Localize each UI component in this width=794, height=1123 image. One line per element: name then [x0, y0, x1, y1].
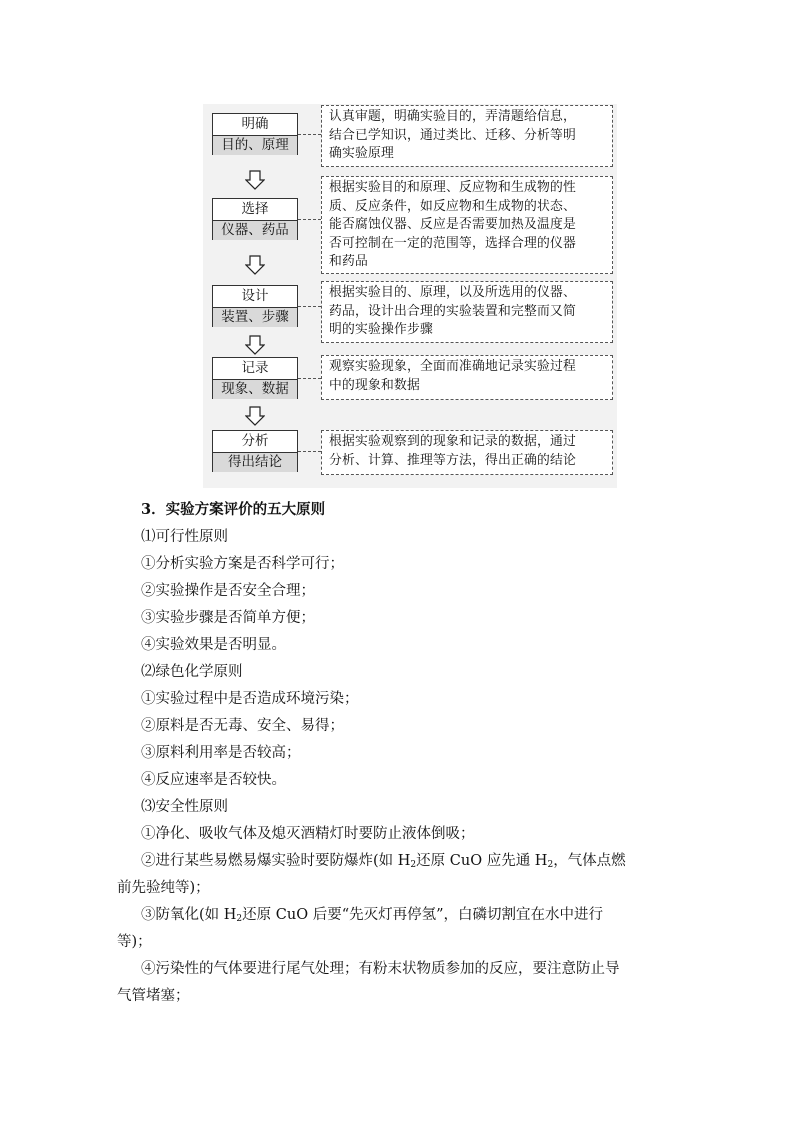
- note-line: 根据实验目的和原理、反应物和生成物的性: [329, 180, 576, 195]
- list-item: [141, 906, 603, 928]
- connector-line: [298, 134, 321, 135]
- list-item: [141, 852, 626, 874]
- note-line: 中的现象和数据: [329, 377, 420, 393]
- section-number: 3．: [141, 501, 166, 518]
- step-title: 设计: [213, 286, 297, 308]
- principle-title-feasibility: ⑴可行性原则: [141, 529, 228, 545]
- experiment-design-flowchart: [203, 104, 617, 488]
- step-box-record: [212, 357, 298, 399]
- note-line: 根据实验观察到的现象和记录的数据，通过: [329, 434, 576, 449]
- step-note-select: [321, 176, 613, 274]
- section-title: 实验方案评价的五大原则: [165, 501, 326, 518]
- subscript: 2: [236, 914, 243, 924]
- text-fragment: ②进行某些易燃易爆实验时要防爆炸(如 H: [141, 853, 411, 869]
- connector-line: [298, 451, 321, 452]
- text-fragment: ，气体点燃: [553, 853, 626, 869]
- step-box-design: [212, 285, 298, 327]
- note-line: 认真审题，明确实验目的，弄清题给信息，: [329, 109, 576, 124]
- down-arrow-icon: [245, 335, 265, 355]
- list-item: ④实验效果是否明显。: [141, 637, 286, 653]
- text-fragment: 还原 CuO 后要“先灭灯再停氢”，白磷切割宜在水中进行: [242, 907, 604, 923]
- step-note-analyze: [321, 430, 613, 475]
- note-line: 和药品: [329, 254, 368, 269]
- step-note-design: [321, 281, 613, 343]
- subscript: 2: [410, 860, 417, 870]
- list-item: ③实验步骤是否简单方便；: [141, 610, 315, 626]
- connector-line: [298, 306, 321, 307]
- list-item-continuation: 等)；: [117, 934, 152, 950]
- down-arrow-icon: [245, 255, 265, 275]
- list-item-continuation: 前先验纯等)；: [117, 880, 210, 896]
- note-line: 确实验原理: [329, 146, 394, 161]
- list-item: ①实验过程中是否造成环境污染；: [141, 691, 359, 707]
- step-note-record: [321, 355, 613, 400]
- step-title: 分析: [213, 431, 297, 453]
- note-line: 质、反应条件，如反应物和生成物的状态、: [329, 198, 576, 214]
- note-line: 否可控制在一定的范围等，选择合理的仪器: [329, 235, 576, 251]
- step-note-clarify: [321, 105, 613, 167]
- list-item: ②原料是否无毒、安全、易得；: [141, 718, 344, 734]
- step-title: 记录: [213, 358, 297, 380]
- step-subtitle: 目的、原理: [213, 136, 297, 155]
- list-item-continuation: 气管堵塞；: [117, 988, 190, 1004]
- text-fragment: ③防氧化(如 H: [141, 907, 237, 923]
- section-heading: [141, 501, 325, 519]
- list-item: ①分析实验方案是否科学可行；: [141, 556, 344, 572]
- text-fragment: 还原 CuO 应先通 H: [416, 853, 548, 869]
- note-line: 明的实验操作步骤: [329, 322, 433, 337]
- list-item: ④污染性的气体要进行尾气处理；有粉末状物质参加的反应，要注意防止导: [141, 961, 620, 977]
- subscript: 2: [547, 860, 554, 870]
- note-line: 分析、计算、推理等方法，得出正确的结论: [329, 452, 576, 468]
- principle-title-green: ⑵绿色化学原则: [141, 664, 243, 680]
- down-arrow-icon: [245, 170, 265, 190]
- list-item: ①净化、吸收气体及熄灭酒精灯时要防止液体倒吸；: [141, 826, 475, 842]
- note-line: 结合已学知识，通过类比、迁移、分析等明: [329, 127, 576, 143]
- step-box-select: [212, 198, 298, 240]
- connector-line: [298, 219, 321, 220]
- note-line: 观察实验现象，全面而准确地记录实验过程: [329, 359, 576, 374]
- step-box-analyze: [212, 430, 298, 472]
- down-arrow-icon: [245, 406, 265, 426]
- note-line: 能否腐蚀仪器、反应是否需要加热及温度是: [329, 217, 576, 232]
- list-item: ④反应速率是否较快。: [141, 772, 286, 788]
- step-subtitle: 仪器、药品: [213, 221, 297, 240]
- connector-line: [298, 378, 321, 379]
- list-item: ③原料利用率是否较高；: [141, 745, 301, 761]
- step-subtitle: 装置、步骤: [213, 308, 297, 327]
- principle-title-safety: ⑶安全性原则: [141, 799, 228, 815]
- step-title: 明确: [213, 114, 297, 136]
- step-box-clarify: [212, 113, 298, 155]
- note-line: 药品，设计出合理的实验装置和完整而又简: [329, 303, 576, 319]
- list-item: ②实验操作是否安全合理；: [141, 583, 315, 599]
- note-line: 根据实验目的、原理，以及所选用的仪器、: [329, 285, 576, 300]
- step-title: 选择: [213, 199, 297, 221]
- step-subtitle: 得出结论: [213, 453, 297, 472]
- step-subtitle: 现象、数据: [213, 380, 297, 399]
